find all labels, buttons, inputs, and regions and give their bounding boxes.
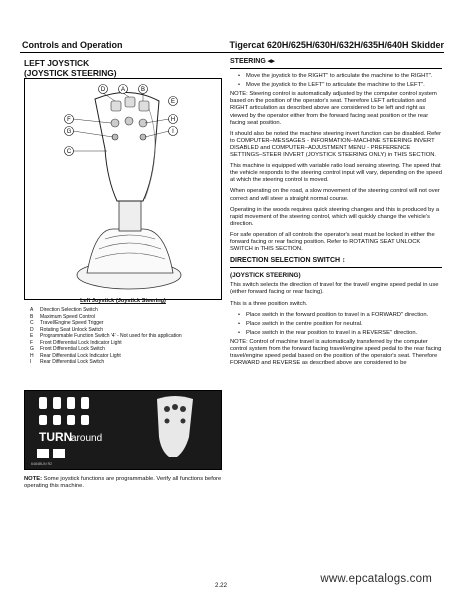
steering-paragraph: When operating on the road, a slow movement of the steering control will not over correct and will steer a straight normal course. <box>230 188 440 202</box>
joystick-legend <box>30 307 220 366</box>
right-column <box>230 58 442 371</box>
legend-text: Maximum Speed Control <box>40 313 96 320</box>
legend-key: G <box>30 346 34 352</box>
legend-key: I <box>30 359 32 365</box>
steering-bullet <box>238 82 442 89</box>
left-joystick-title-line2: (JOYSTICK STEERING) <box>24 68 117 78</box>
direction-heading <box>230 257 442 264</box>
callout-label: D <box>100 87 106 93</box>
bullet-text: Place switch in the centre position for neutral. <box>246 320 363 327</box>
legend-key: H <box>30 352 34 359</box>
header-divider <box>20 52 444 53</box>
legend-text: Programmable Function Switch '4' - Not used for this application <box>40 333 182 339</box>
direction-note: NOTE: Control of machine travel is automatically transferred by the computer control system from the forward facing travel/engine speed pedal to the rear facing travel/engine speed pedal based on the position of the operator's seat. Therefore FORWARD and REVERSE as described above are considered to be <box>230 338 442 367</box>
bullet-dot-icon: • <box>238 73 241 80</box>
bullet-dot-icon: • <box>238 82 241 89</box>
legend-key: E <box>30 333 34 339</box>
bullet-dot-icon: • <box>238 311 241 318</box>
direction-bullet <box>238 321 442 328</box>
steering-divider <box>230 68 442 69</box>
left-joystick-title-line1: LEFT JOYSTICK <box>24 58 90 68</box>
callout-label: H <box>170 117 176 123</box>
legend-text: Rotating Seat Unlock Switch <box>40 326 104 333</box>
legend-key: D <box>30 326 34 333</box>
steering-paragraph: NOTE: Steering control is automatically adjusted by the computer control system based on the position of the operator's seat. Therefore LEFT articulation and RIGHT articulation as described above are considered to be left and right as viewed by the operator either from the forward facing seat position or the rear facing seat position. <box>230 91 437 126</box>
page-number: 2.22 <box>215 582 228 589</box>
bullet-dot-icon: • <box>238 329 241 336</box>
legend-key: F <box>30 339 34 346</box>
bullet-text: Place switch in the forward position to travel in a FORWARD" direction. <box>246 311 429 318</box>
panel-code: 6484BUN R2 <box>31 462 53 466</box>
legend-key: C <box>30 320 34 326</box>
direction-bullet <box>238 312 442 319</box>
callout-label: B <box>140 87 146 93</box>
callout-label: C <box>66 149 72 155</box>
legend-text: Front Differential Lock Indicator Light <box>40 339 122 346</box>
steering-heading-text: STEERING <box>230 58 266 65</box>
steering-paragraph: Operating in the woods requires quick steering changes and this is produced by a rapid movement of the steering control, which will quickly change the vehicle's direction. <box>230 206 440 227</box>
direction-heading-text: DIRECTION SELECTION SWITCH <box>230 257 341 265</box>
legend-text: Travel/Engine Speed Trigger <box>40 320 104 326</box>
manual-title-header: Tigercat 620H/625H/630H/632H/635H/640H Skidder <box>229 40 444 50</box>
bullet-dot-icon: • <box>238 320 241 327</box>
panel-logo-light: around <box>71 433 103 444</box>
direction-subheading: (JOYSTICK STEERING) <box>230 272 301 280</box>
joystick-caption: Left Joystick (Joystick Steering) <box>80 298 166 304</box>
direction-bullet <box>238 330 442 337</box>
bullet-text: Move the joystick to the LEFT" to articulate the machine to the LEFT". <box>246 82 425 89</box>
note-text: Some joystick functions are programmable. Verify all functions before operating this machine. <box>24 476 222 490</box>
joystick-drawing <box>25 79 221 299</box>
bullet-text: Place switch in the rear position to travel in a REVERSE" direction. <box>246 329 418 336</box>
panel-logo-bold: TURN <box>39 430 73 444</box>
legend-text: Rear Differential Lock Indicator Light <box>40 352 121 359</box>
joystick-illustration <box>24 78 222 300</box>
steering-paragraph: It should also be noted the machine steering invert function can be disabled. Refer to COMPUTER–MESSAGES - INFORMATION–MACHINE STEERING INVERT DISABLED and COMPUTER–ADJUSTMENT MENU - PREFERENCE SETTINGS–STEER INVERT (JOYSTICK STEERING ONLY) in THIS SECTION. <box>230 130 442 159</box>
callout-label: A <box>120 87 126 93</box>
panel-drawing <box>25 391 221 469</box>
legend-text: Front Differential Lock Switch <box>40 346 105 352</box>
steering-paragraph: This machine is equipped with variable ratio load sensing steering. The speed that the vehicle responds to the steering control input will vary, depending on the speed at which the steering control is moved. <box>230 163 442 184</box>
callout-label: F <box>67 117 71 123</box>
left-joystick-title <box>24 58 117 78</box>
steering-paragraph: For safe operation of all controls the operator's seat must be locked in either the forward facing or rear facing position. Refer to ROTATING SEAT UNLOCK SWITCH in THIS SECTION. <box>230 231 435 253</box>
steering-heading <box>230 58 442 65</box>
direction-paragraph: This is a three position switch. <box>230 300 308 307</box>
callout-label: G <box>66 129 72 135</box>
callout-label: E <box>170 99 176 105</box>
watermark-link[interactable]: www.epcatalogs.com <box>320 573 432 585</box>
legend-text: Direction Selection Switch <box>40 307 98 313</box>
steering-bullet <box>238 73 442 80</box>
callout-label: I <box>172 129 174 135</box>
double-arrow-icon: ◂▸ <box>267 58 275 65</box>
legend-text: Rear Differential Lock Switch <box>40 359 105 365</box>
programmable-note <box>24 476 222 490</box>
legend-row <box>30 359 220 366</box>
direction-switch-icon: ↕ <box>342 257 346 265</box>
legend-key: B <box>30 313 34 320</box>
section-header: Controls and Operation <box>22 40 123 50</box>
direction-paragraph: This switch selects the direction of travel for the travel/ engine speed pedal in use (either forward facing or rear facing). <box>230 282 439 296</box>
direction-divider <box>230 267 442 268</box>
note-label: NOTE: <box>24 476 43 482</box>
turnaround-panel-decal <box>24 390 222 470</box>
bullet-text: Move the joystick to the RIGHT" to articulate the machine to the RIGHT". <box>246 73 433 80</box>
legend-key: A <box>30 307 34 313</box>
